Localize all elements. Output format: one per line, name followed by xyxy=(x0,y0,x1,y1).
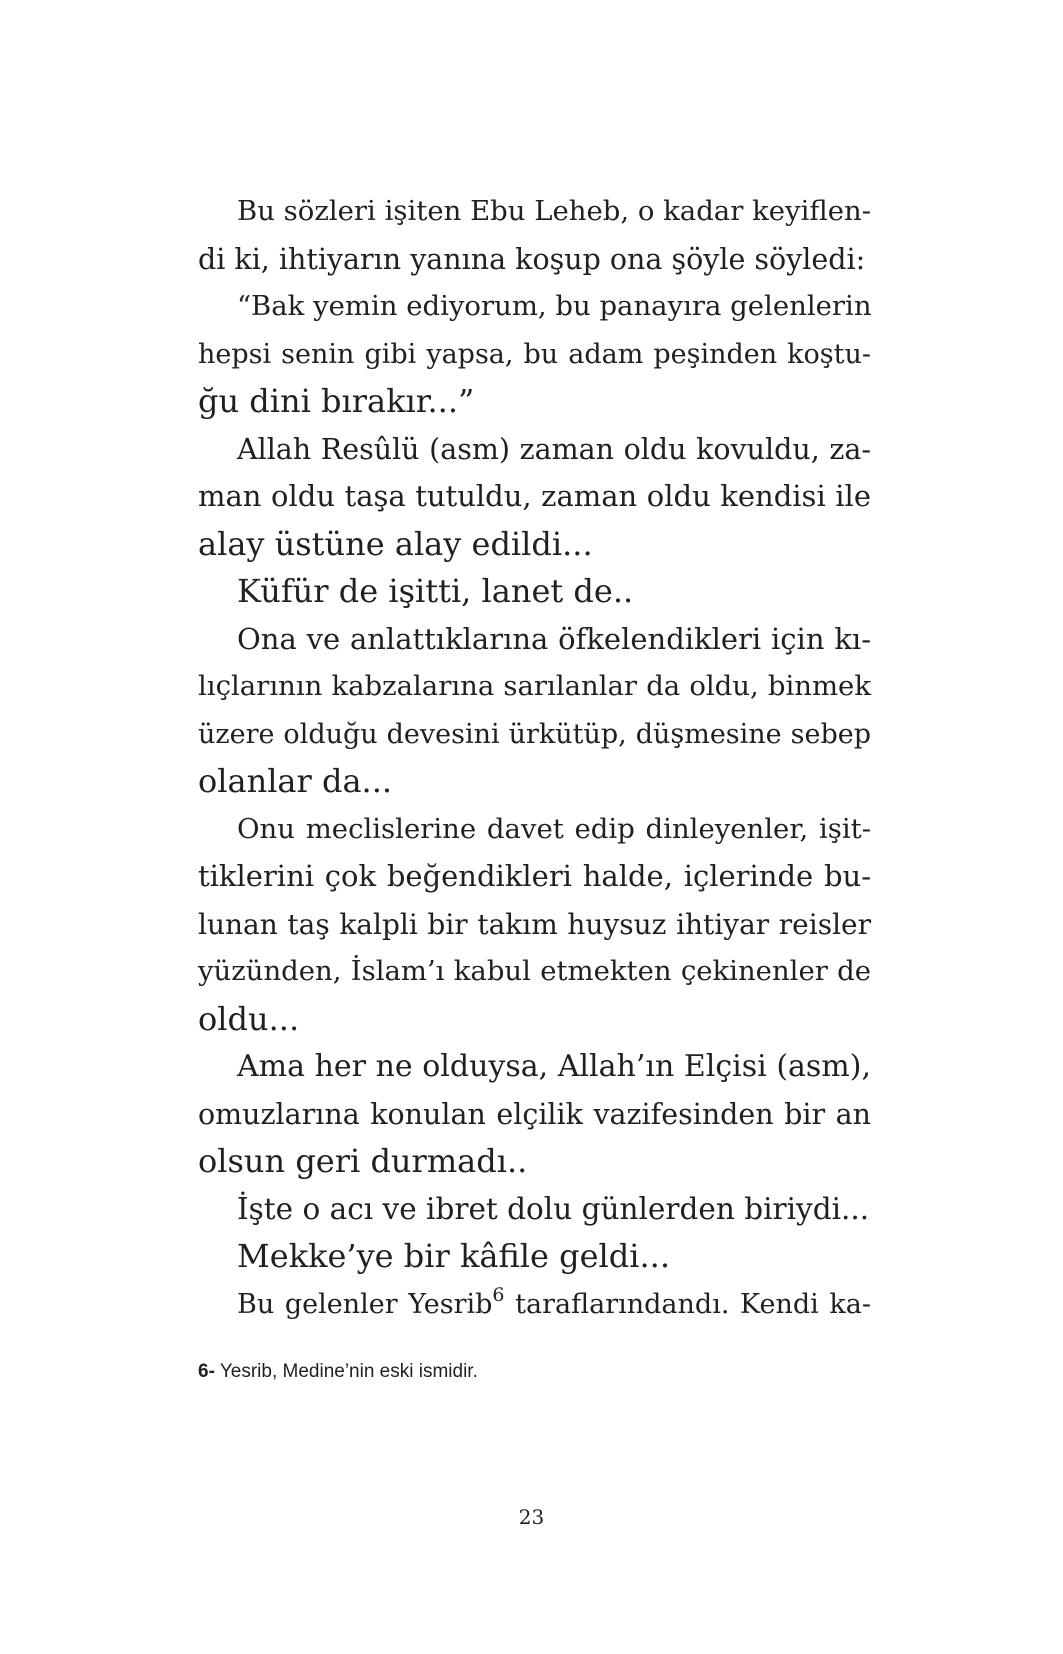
text-line: olsun geri durmadı.. xyxy=(198,1142,528,1180)
last-line-start: Bu gelenler Yesrib xyxy=(237,1288,493,1320)
footnote-text: Yesrib, Medine’nin eski ismidir. xyxy=(214,1361,478,1382)
text-line: olanlar da... xyxy=(198,762,393,800)
body-text xyxy=(198,188,871,1328)
text-line: Onu meclislerine davet edip dinleyenler, işit- xyxy=(237,812,871,845)
text-line: oldu... xyxy=(198,999,300,1038)
text-line: di ki, ihtiyarın yanına koşup ona şöyle söyledi: xyxy=(198,242,866,276)
text-line: hepsi senin gibi yapsa, bu adam peşinden koştu- xyxy=(198,338,871,370)
text-line: yüzünden, İslam’ı kabul etmekten çekinenler de xyxy=(198,955,871,987)
text-line: üzere olduğu devesini ürkütüp, düşmesine sebep xyxy=(198,718,871,750)
text-line: Ama her ne olduysa, Allah’ın Elçisi (asm), xyxy=(237,1049,871,1084)
text-line: İşte o acı ve ibret dolu günlerden biriydi... xyxy=(237,1191,870,1226)
text-line: Ona ve anlattıklarına öfkelendikleri için kı- xyxy=(237,621,871,656)
text-line: lunan taş kalpli bir takım huysuz ihtiyar reisler xyxy=(198,907,871,941)
text-line: ğu dini bırakır...” xyxy=(198,382,475,420)
text-line: “Bak yemin ediyorum, bu panayıra gelenlerin xyxy=(237,290,872,322)
page-number: 23 xyxy=(518,1505,545,1529)
text-line: man oldu taşa tutuldu, zaman oldu kendisi ile xyxy=(198,479,871,513)
last-line-end: taraflarındandı. Kendi ka- xyxy=(504,1288,871,1320)
footnote xyxy=(198,1360,478,1384)
text-line: Allah Resûlü (asm) zaman oldu kovuldu, za- xyxy=(237,432,871,466)
footnote-number: 6- xyxy=(198,1361,215,1382)
text-line: alay üstüne alay edildi... xyxy=(198,524,593,563)
text-line: Küfür de işitti, lanet de.. xyxy=(237,572,634,610)
footnote-reference[interactable]: 6 xyxy=(492,1283,505,1306)
text-line: lıçlarının kabzalarına sarılanlar da oldu, binmek xyxy=(198,670,871,702)
text-line xyxy=(198,1281,871,1329)
text-line: omuzlarına konulan elçilik vazifesinden bir an xyxy=(198,1097,871,1131)
text-line: Bu sözleri işiten Ebu Leheb, o kadar keyiflen- xyxy=(237,195,871,227)
text-line: tiklerini çok beğendikleri halde, içlerinde bu- xyxy=(198,859,871,893)
text-line: Mekke’ye bir kâfile geldi... xyxy=(237,1237,671,1275)
